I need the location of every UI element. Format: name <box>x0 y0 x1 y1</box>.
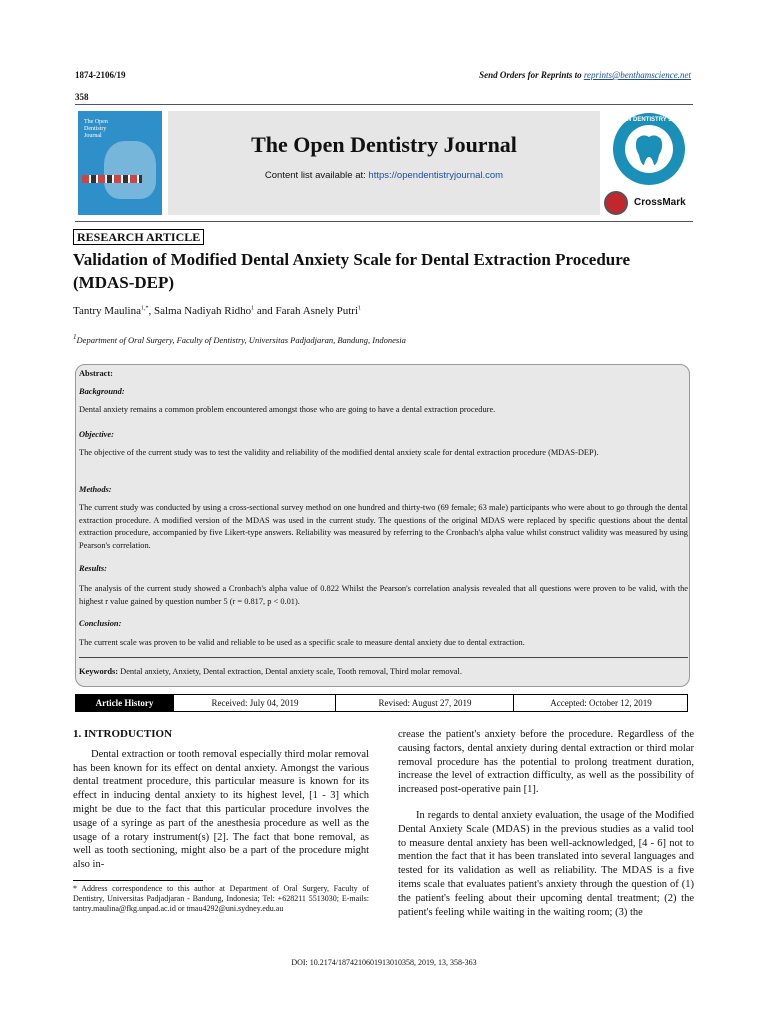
objective-text: The objective of the current study was to test the validity and reliability of the modified dental anxiety scale for dental extraction procedure (MDAS-DEP). <box>79 448 599 457</box>
author-separator: , <box>148 305 154 317</box>
keywords <box>79 666 688 679</box>
results-heading: Results: <box>79 564 107 573</box>
crossmark-badge[interactable] <box>604 191 694 217</box>
conclusion-heading: Conclusion: <box>79 619 122 628</box>
footnote-rule <box>73 880 203 881</box>
keywords-text: Dental anxiety, Anxiety, Dental extraction, Dental anxiety scale, Tooth removal, Third molar removal. <box>120 667 462 676</box>
author-list <box>73 305 361 317</box>
cover-title: The Open Dentistry Journal <box>84 119 108 139</box>
paragraph: Dental extraction or tooth removal especially third molar removal has been known for its effect on dental anxiety. Amongst the various dental treatment procedure, this particular measure is known for its effect in inducing dental anxiety to its highest level, [1 - 3] which might be due to the fact that this particular procedure involves the usage of a syringe as part of the anesthesia procedure as well as the usage of a rotary instrument(s) [2]. The fact that bone removal, as well as tooth sectioning, might also be a part of the procedure might also in- <box>73 748 369 871</box>
article-history-bar <box>75 694 688 712</box>
logo-text: THE OPEN DENTISTRY JOURNAL <box>600 117 698 123</box>
keywords-rule <box>79 657 688 658</box>
methods-heading: Methods: <box>79 485 112 494</box>
author-name: Tantry Maulina <box>73 305 141 317</box>
affiliation-text: Department of Oral Surgery, Faculty of Dentistry, Universitas Padjadjaran, Bandung, Indonesia <box>76 334 406 345</box>
received-date: Received: July 04, 2019 <box>173 695 336 711</box>
author-affiliation-mark: 1 <box>358 305 362 312</box>
page-number: 358 <box>75 92 89 102</box>
abstract-label: Abstract: <box>79 369 113 378</box>
background-heading: Background: <box>79 387 125 396</box>
author-name: Salma Nadiyah Ridho <box>153 305 252 317</box>
journal-logo <box>600 111 698 187</box>
keywords-label: Keywords: <box>79 667 119 676</box>
body-column-right <box>398 728 694 919</box>
body-column-left <box>73 728 369 872</box>
content-list-label: Content list available at: <box>264 170 366 181</box>
doi-line: DOI: 10.2174/1874210601913010358, 2019, 13, 358-363 <box>291 958 477 967</box>
article-history-label: Article History <box>76 695 173 711</box>
article-type-label: RESEARCH ARTICLE <box>73 229 204 245</box>
paragraph: In regards to dental anxiety evaluation, the usage of the Modified Dental Anxiety Scale (MDAS) in the previous studies as a valid tool to measure dental anxiety has been well-acknowledged, [4 - 6] not to mention the fact that it has been translated into several languages and tested for its validation as well as reliability. The MDAS is a five items scale that evaluates patient's anxiety through the question of (1) the patient's feeling about their upcoming dental treatment; (2) the patient's feeling while waiting in the waiting room; (3) the <box>398 809 694 918</box>
conclusion-text: The current scale was proven to be valid and reliable to be used as a specific scale to measure dental anxiety due to dental extraction. <box>79 638 525 647</box>
accepted-date: Accepted: October 12, 2019 <box>513 695 688 711</box>
journal-cover-image <box>78 111 162 215</box>
content-list <box>168 170 600 181</box>
affiliation-mark: 1 <box>73 333 77 341</box>
section-heading: 1. INTRODUCTION <box>73 728 173 740</box>
reprints-note <box>479 70 691 80</box>
objective-heading: Objective: <box>79 430 114 439</box>
author-affiliation-mark: 1 <box>251 305 255 312</box>
journal-url-link[interactable]: https://opendentistryjournal.com <box>368 170 504 181</box>
correspondence-footnote: * Address correspondence to this author at Department of Oral Surgery, Faculty of Dentistry, Universitas Padjadjaran - Bandung, Indonesia; Tel: +628211 5513030; E-mails: tantry.maulina@fkg.unpad.ac.id or tmau4292@uni.sydney.edu.au <box>73 884 369 913</box>
cover-photo-strip <box>82 175 142 183</box>
header-rule <box>75 104 693 105</box>
results-text: The analysis of the current study showed a Cronbach's alpha value of 0.822 Whilst the Pearson's correlation analysis revealed that all questions were proven to be valid, with the highest r value gained by question number 5 (r = 0.817, p < 0.01). <box>79 584 688 606</box>
author-affiliation-mark: 1,* <box>140 305 149 312</box>
journal-banner <box>168 111 600 215</box>
article-title: Validation of Modified Dental Anxiety Scale for Dental Extraction Procedure (MDAS-DEP) <box>73 250 631 292</box>
paragraph: crease the patient's anxiety before the procedure. Regardless of the causing factors, dental anxiety during dental extraction or third molar removal procedure has the potential to prolong treatment duration, increase the level of extraction difficulty, as well as the possibility of increased post-operative pain [1]. <box>398 729 694 796</box>
reprints-email-link[interactable]: reprints@benthamscience.net <box>583 70 691 80</box>
tooth-graphic <box>104 141 156 199</box>
affiliation <box>73 333 406 345</box>
banner-rule <box>75 221 693 222</box>
background-text: Dental anxiety remains a common problem encountered amongst those who are going to have a dental extraction procedure. <box>79 405 496 414</box>
issn: 1874-2106/19 <box>75 70 126 80</box>
methods-text: The current study was conducted by using a cross-sectional survey method on one hundred and thirty-two (69 female; 63 male) participants who were about to go through the dental extraction procedure. A modified version of the MDAS was used in the current study. The questions of the original MDAS were replaced by specific questions about the dental extraction procedure, accompanied by five Likert-type answers. Reliability was measured by referring to the Cronbach's alpha value whilst construct validity was measured by using Pearson's correlation. <box>79 503 688 550</box>
crossmark-label: CrossMark <box>634 197 686 208</box>
reprints-label: Send Orders for Reprints to <box>479 70 582 80</box>
author-name: Farah Asnely Putri <box>275 305 359 317</box>
author-separator: and <box>254 305 276 317</box>
crossmark-icon <box>604 191 628 215</box>
journal-title: The Open Dentistry Journal <box>251 132 517 157</box>
revised-date: Revised: August 27, 2019 <box>335 695 514 711</box>
